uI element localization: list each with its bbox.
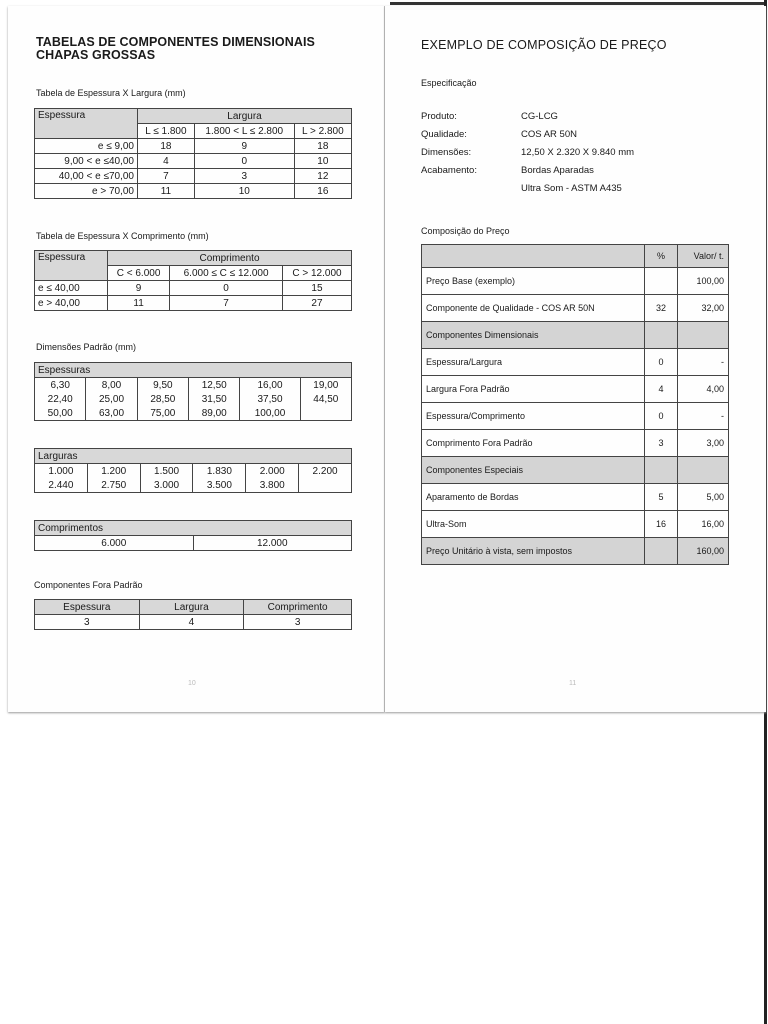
title-line-1: TABELAS DE COMPONENTES DIMENSIONAIS: [36, 35, 315, 49]
non-standard-components-table: [34, 599, 352, 630]
t6-col-header: Comprimento: [244, 600, 352, 615]
right-page: [385, 6, 766, 712]
value-cell: 3,00: [678, 430, 729, 457]
cell: 25,00: [86, 392, 137, 406]
row-label: Componentes Especiais: [422, 457, 645, 484]
spec-label: Dimensões:: [421, 147, 472, 158]
t1-col-header: L > 2.800: [294, 124, 351, 139]
standard-thickness-table: [34, 362, 352, 421]
pct-cell: 3: [645, 430, 678, 457]
row-label: Preço Base (exemplo): [422, 268, 645, 295]
cell: 9: [108, 281, 170, 296]
cell: 2.000: [246, 464, 299, 479]
value-cell: [678, 457, 729, 484]
cell: 2.750: [87, 478, 140, 493]
table-row: [422, 268, 729, 295]
t4-header: Larguras: [35, 449, 352, 464]
table-row: [35, 615, 352, 630]
t2-col-header: C < 6.000: [108, 266, 170, 281]
table-row: [422, 457, 729, 484]
cell: 16: [294, 184, 351, 199]
cell: 3.500: [193, 478, 246, 493]
pct-cell: [645, 457, 678, 484]
table-row: [35, 281, 352, 296]
cell: 37,50: [240, 392, 300, 406]
table-row: [35, 406, 352, 421]
t3-caption: Dimensões Padrão (mm): [36, 342, 137, 352]
table-row: [422, 295, 729, 322]
composition-caption: Composição do Preço: [421, 226, 510, 236]
pct-cell: [645, 268, 678, 295]
cell: 16,00: [240, 378, 300, 393]
standard-lengths-table: [34, 520, 352, 551]
cell: 6,30: [35, 378, 86, 393]
pct-cell: [645, 322, 678, 349]
value-cell: 4,00: [678, 376, 729, 403]
value-cell: 16,00: [678, 511, 729, 538]
cell: 9: [194, 139, 294, 154]
spec-label: Qualidade:: [421, 129, 467, 140]
value-header: Valor/ t.: [678, 245, 729, 268]
cell: 12,50: [189, 378, 240, 393]
t5-header: Comprimentos: [35, 521, 352, 536]
table-row: [35, 478, 352, 493]
pct-cell: [645, 538, 678, 565]
t6-col-header: Largura: [139, 600, 244, 615]
table-row: [35, 378, 352, 393]
table-row: [422, 511, 729, 538]
row-label: 9,00 < e ≤40,00: [35, 154, 138, 169]
value-cell: -: [678, 349, 729, 376]
spec-caption: Especificação: [421, 78, 477, 88]
table-row: [35, 464, 352, 479]
thickness-length-table: [34, 250, 352, 311]
value-cell: 32,00: [678, 295, 729, 322]
spec-value: CG-LCG: [521, 111, 558, 122]
table-row: [35, 154, 352, 169]
row-label: e > 70,00: [35, 184, 138, 199]
cell: 63,00: [86, 406, 137, 421]
pct-header: %: [645, 245, 678, 268]
cell: [300, 406, 351, 421]
spec-value: 12,50 X 2.320 X 9.840 mm: [521, 147, 635, 158]
cell: 1.200: [87, 464, 140, 479]
row-label: e ≤ 9,00: [35, 139, 138, 154]
table-row: [422, 322, 729, 349]
row-label: e > 40,00: [35, 296, 108, 311]
cell: 6.000: [35, 536, 194, 551]
value-cell: [678, 322, 729, 349]
table-row: [422, 349, 729, 376]
table-row: [422, 376, 729, 403]
table-row: [422, 484, 729, 511]
cell: [299, 478, 352, 493]
cell: 12: [294, 169, 351, 184]
t2-col-header: C > 12.000: [282, 266, 351, 281]
cell: 100,00: [240, 406, 300, 421]
cell: 19,00: [300, 378, 351, 393]
cell: 0: [170, 281, 283, 296]
row-label: Comprimento Fora Padrão: [422, 430, 645, 457]
pct-cell: 0: [645, 403, 678, 430]
price-composition-table: [421, 244, 729, 565]
cell: 10: [294, 154, 351, 169]
cell: 2.200: [299, 464, 352, 479]
spec-values: [521, 108, 634, 198]
cell: 3.000: [140, 478, 193, 493]
pct-cell: 0: [645, 349, 678, 376]
cell: 15: [282, 281, 351, 296]
cell: 18: [138, 139, 195, 154]
row-label: Componentes Dimensionais: [422, 322, 645, 349]
row-label: 40,00 < e ≤70,00: [35, 169, 138, 184]
cell: 50,00: [35, 406, 86, 421]
cell: 89,00: [189, 406, 240, 421]
standard-widths-table: [34, 448, 352, 493]
cell: 4: [139, 615, 244, 630]
t1-corner: Espessura: [35, 109, 138, 139]
cell: 27: [282, 296, 351, 311]
header-blank: [422, 245, 645, 268]
t1-caption: Tabela de Espessura X Largura (mm): [36, 88, 186, 98]
spec-label: Acabamento:: [421, 165, 477, 176]
table-row: [35, 139, 352, 154]
table-row: [422, 538, 729, 565]
t2-corner: Espessura: [35, 251, 108, 281]
cell: 3: [244, 615, 352, 630]
row-label: Componente de Qualidade - COS AR 50N: [422, 295, 645, 322]
row-label: Aparamento de Bordas: [422, 484, 645, 511]
cell: 3.800: [246, 478, 299, 493]
cell: 11: [108, 296, 170, 311]
cell: 3: [35, 615, 140, 630]
cell: 4: [138, 154, 195, 169]
cell: 7: [138, 169, 195, 184]
table-row: [35, 392, 352, 406]
spec-value: Ultra Som - ASTM A435: [521, 183, 622, 194]
spec-value: Bordas Aparadas: [521, 165, 594, 176]
t1-col-header: 1.800 < L ≤ 2.800: [194, 124, 294, 139]
cell: 3: [194, 169, 294, 184]
left-page: [8, 6, 385, 712]
pct-cell: 4: [645, 376, 678, 403]
cell: 28,50: [137, 392, 188, 406]
t2-caption: Tabela de Espessura X Comprimento (mm): [36, 231, 209, 241]
pct-cell: 5: [645, 484, 678, 511]
scan-top-edge: [390, 2, 764, 5]
t3-header: Espessuras: [35, 363, 352, 378]
cell: 1.000: [35, 464, 88, 479]
cell: 11: [138, 184, 195, 199]
cell: 10: [194, 184, 294, 199]
table-row: [35, 536, 352, 551]
t1-col-header: L ≤ 1.800: [138, 124, 195, 139]
table-row: [422, 430, 729, 457]
cell: 0: [194, 154, 294, 169]
row-label: Espessura/Comprimento: [422, 403, 645, 430]
t1-group: Largura: [138, 109, 352, 124]
cell: 9,50: [137, 378, 188, 393]
spec-value: COS AR 50N: [521, 129, 577, 140]
t6-col-header: Espessura: [35, 600, 140, 615]
value-cell: -: [678, 403, 729, 430]
row-label: e ≤ 40,00: [35, 281, 108, 296]
row-label: Ultra-Som: [422, 511, 645, 538]
row-label: Preço Unitário à vista, sem impostos: [422, 538, 645, 565]
page-number: 10: [188, 680, 196, 687]
value-cell: 5,00: [678, 484, 729, 511]
t6-caption: Componentes Fora Padrão: [34, 580, 143, 590]
page-title: EXEMPLO DE COMPOSIÇÃO DE PREÇO: [421, 38, 667, 52]
cell: 1.500: [140, 464, 193, 479]
table-row: [35, 169, 352, 184]
pct-cell: 32: [645, 295, 678, 322]
row-label: Espessura/Largura: [422, 349, 645, 376]
cell: 2.440: [35, 478, 88, 493]
thickness-width-table: [34, 108, 352, 199]
spec-labels: [421, 108, 477, 180]
value-cell: 100,00: [678, 268, 729, 295]
value-cell: 160,00: [678, 538, 729, 565]
table-row: [35, 296, 352, 311]
cell: 31,50: [189, 392, 240, 406]
t2-group: Comprimento: [108, 251, 352, 266]
row-label: Largura Fora Padrão: [422, 376, 645, 403]
cell: 22,40: [35, 392, 86, 406]
page-title: [36, 36, 315, 62]
page-number: 11: [569, 680, 577, 687]
spec-label: Produto:: [421, 111, 457, 122]
table-row: [35, 184, 352, 199]
pct-cell: 16: [645, 511, 678, 538]
table-row: [422, 403, 729, 430]
t2-col-header: 6.000 ≤ C ≤ 12.000: [170, 266, 283, 281]
cell: 7: [170, 296, 283, 311]
cell: 18: [294, 139, 351, 154]
cell: 12.000: [193, 536, 352, 551]
title-line-2: CHAPAS GROSSAS: [36, 48, 156, 62]
cell: 8,00: [86, 378, 137, 393]
cell: 44,50: [300, 392, 351, 406]
cell: 75,00: [137, 406, 188, 421]
cell: 1.830: [193, 464, 246, 479]
